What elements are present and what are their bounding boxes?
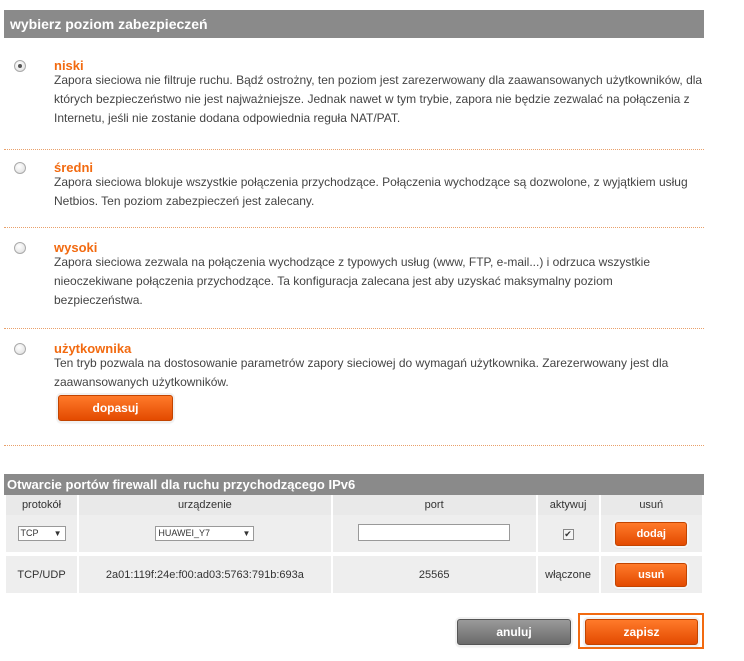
divider	[4, 328, 704, 329]
add-rule-button[interactable]: dodaj	[615, 522, 687, 546]
option-description-user: Ten tryb pozwala na dostosowanie parametrów zapory sieciowej do wymagań użytkownika. Zarezerwowany jest dla zaawansowanych użytkowników.	[54, 356, 669, 389]
device-select-value: HUAWEI_Y7	[158, 528, 211, 538]
security-option-high[interactable]	[14, 240, 704, 310]
option-title-medium: średni	[54, 160, 94, 175]
customize-button[interactable]: dopasuj	[58, 395, 173, 421]
rule-port: 25565	[333, 556, 536, 593]
save-button[interactable]: zapisz	[585, 619, 698, 645]
security-option-low[interactable]	[14, 58, 704, 128]
security-level-header: wybierz poziom zabezpieczeń	[4, 10, 704, 38]
divider	[4, 227, 704, 228]
security-option-medium[interactable]	[14, 160, 704, 210]
cancel-button[interactable]: anuluj	[457, 619, 571, 645]
radio-medium[interactable]	[14, 162, 26, 174]
rule-status: włączone	[538, 556, 599, 593]
remove-rule-button[interactable]: usuń	[615, 563, 687, 587]
column-header-protocol: protokół	[6, 495, 77, 515]
firewall-ipv6-header: Otwarcie portów firewall dla ruchu przychodzącego IPv6	[4, 474, 704, 495]
option-description-low: Zapora sieciowa nie filtruje ruchu. Bądź ostrożny, ten poziom jest zarezerwowany dla zaawansowanych użytkowników, dla których bezpieczeństwo nie jest najważniejsze. Jednak nawet w tym trybie, zapora nie będzie zezwalać na połączenia z Internetu, jeśli nie zostanie dodana odpowiednia reguła NAT/PAT.	[54, 73, 703, 125]
firewall-rules-table	[4, 495, 704, 593]
column-header-port: port	[333, 495, 536, 515]
column-header-remove: usuń	[601, 495, 703, 515]
column-header-device: urządzenie	[79, 495, 331, 515]
protocol-select-value: TCP	[20, 528, 39, 538]
protocol-select[interactable]	[18, 526, 66, 541]
radio-low[interactable]	[14, 60, 26, 72]
radio-user[interactable]	[14, 343, 26, 355]
device-select[interactable]	[155, 526, 254, 541]
chevron-down-icon: ▼	[242, 529, 251, 538]
chevron-down-icon: ▼	[53, 529, 62, 538]
divider	[4, 149, 704, 150]
option-title-low: niski	[54, 58, 84, 73]
divider	[4, 445, 704, 446]
new-rule-row	[6, 515, 702, 552]
security-option-user[interactable]	[14, 341, 704, 391]
option-title-high: wysoki	[54, 240, 98, 255]
column-header-active: aktywuj	[538, 495, 599, 515]
active-checkbox[interactable]: ✔	[564, 528, 572, 539]
port-input[interactable]	[358, 524, 510, 541]
option-description-high: Zapora sieciowa zezwala na połączenia wychodzące z typowych usług (www, FTP, e-mail...) i odrzuca wszystkie nieoczekiwane połączenia przychodzące. Ta konfiguracja zalecana jest aby uzyskać maksymalny poziom bezpieczeństwa.	[54, 255, 651, 307]
radio-high[interactable]	[14, 242, 26, 254]
table-row	[6, 556, 702, 593]
rule-device: 2a01:119f:24e:f00:ad03:5763:791b:693a	[79, 556, 331, 593]
option-description-medium: Zapora sieciowa blokuje wszystkie połączenia przychodzące. Połączenia wychodzące są dozwolone, z wyjątkiem usług Netbios. Ten poziom zabezpieczeń jest zalecany.	[54, 175, 688, 208]
option-title-user: użytkownika	[54, 341, 132, 356]
rule-protocol: TCP/UDP	[6, 556, 77, 593]
